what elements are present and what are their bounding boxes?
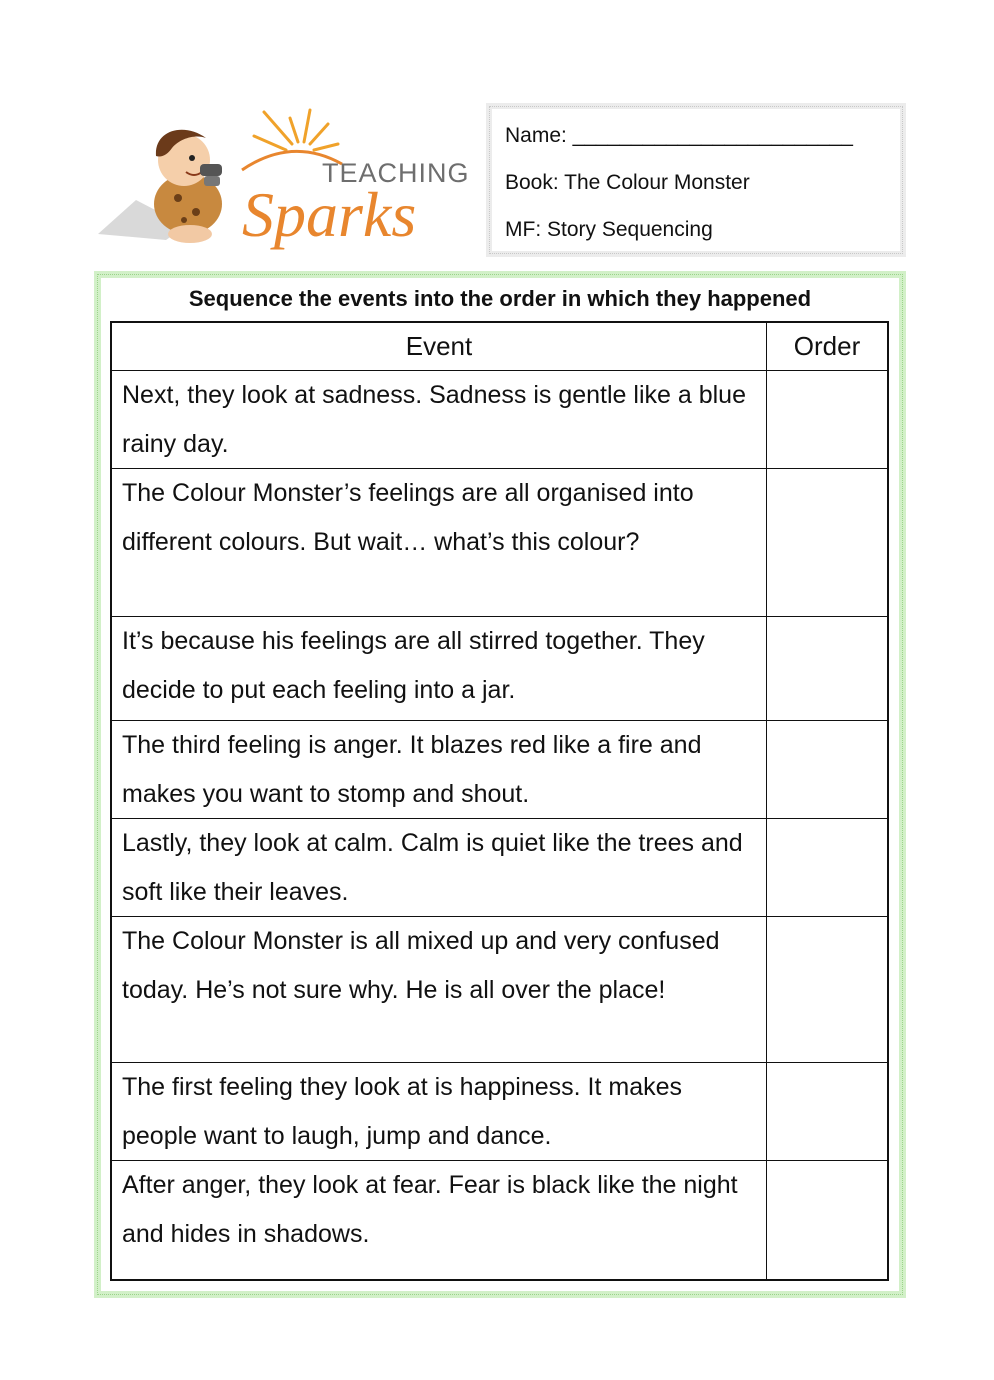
student-info-box (486, 103, 906, 257)
order-input-cell[interactable] (767, 917, 887, 1063)
event-cell: After anger, they look at fear. Fear is black like the night and hides in shadows. (112, 1161, 767, 1279)
event-cell: The first feeling they look at is happiness. It makes people want to laugh, jump and dance. (112, 1063, 767, 1161)
order-input-cell[interactable] (767, 469, 887, 617)
svg-text:TEACHING: TEACHING (322, 158, 468, 188)
order-input-cell[interactable] (767, 617, 887, 721)
activity-type: MF: Story Sequencing (505, 218, 713, 241)
sequence-table (110, 321, 889, 1281)
teaching-sparks-logo (96, 108, 468, 250)
order-input-cell[interactable] (767, 819, 887, 917)
event-cell: Lastly, they look at calm. Calm is quiet like the trees and soft like their leaves. (112, 819, 767, 917)
event-cell: The Colour Monster is all mixed up and very confused today. He’s not sure why. He is all over the place! (112, 917, 767, 1063)
event-cell: It’s because his feelings are all stirred together. They decide to put each feeling into a jar. (112, 617, 767, 721)
book-title: Book: The Colour Monster (505, 171, 750, 194)
event-column-header: Event (112, 323, 767, 371)
event-cell: The Colour Monster’s feelings are all organised into different colours. But wait… what’s this colour? (112, 469, 767, 617)
order-input-cell[interactable] (767, 1063, 887, 1161)
order-input-cell[interactable] (767, 1161, 887, 1279)
order-column-header: Order (767, 323, 887, 371)
name-field[interactable]: Name: ________________________ (505, 124, 853, 147)
event-cell: Next, they look at sadness. Sadness is gentle like a blue rainy day. (112, 371, 767, 469)
svg-text:Sparks: Sparks (242, 179, 417, 250)
order-input-cell[interactable] (767, 721, 887, 819)
event-cell: The third feeling is anger. It blazes red like a fire and makes you want to stomp and shout. (112, 721, 767, 819)
order-input-cell[interactable] (767, 371, 887, 469)
caveman-mascot-icon (96, 108, 468, 250)
worksheet-heading: Sequence the events into the order in which they happened (188, 286, 812, 311)
